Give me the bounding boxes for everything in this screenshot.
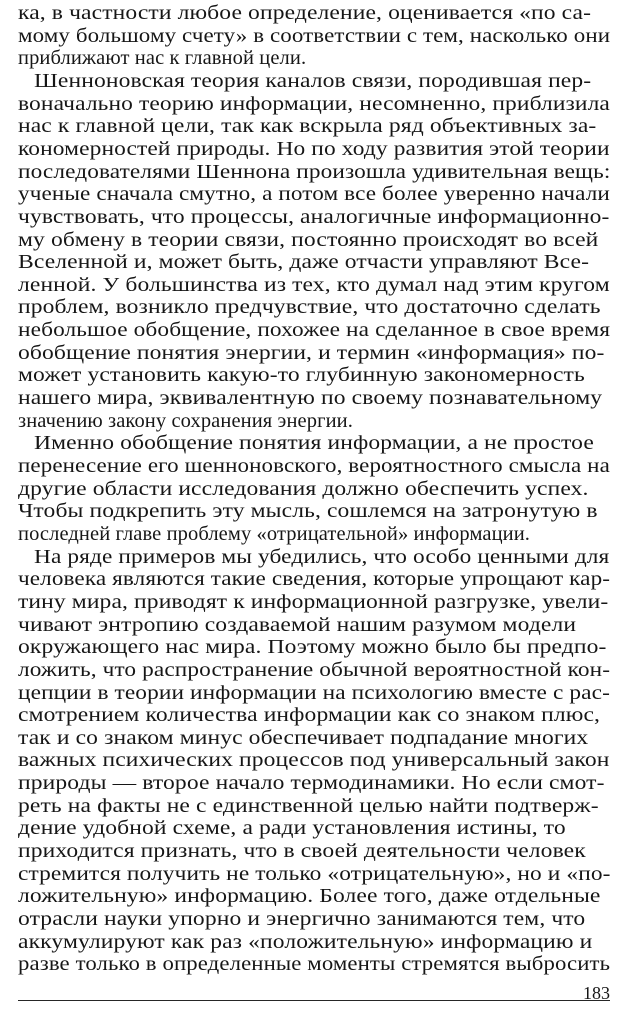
text-line: реть на факты не с единственной целью найти подтверж-: [18, 794, 599, 817]
page-number: 183: [583, 983, 610, 1003]
text-line: Чтобы подкрепить эту мысль, сошлемся на затронутую в: [18, 500, 598, 523]
book-page: [18, 0, 610, 1024]
text-line: нас к главной цели, так как вскрыла ряд объективных за-: [18, 115, 597, 138]
text-line: важных психических процессов под универсальный закон: [18, 749, 610, 772]
text-line: смотрением количества информации как со знаком плюс,: [18, 704, 601, 727]
text-line: обобщение понятия энергии, и термин «информация» по-: [18, 341, 605, 364]
text-line: последней главе проблему «отрицательной» информации.: [18, 522, 531, 545]
text-line: проблем, возникло предчувствие, что достаточно сделать: [18, 296, 601, 319]
text-line: ложить, что распространение обычной вероятностной кон-: [18, 658, 611, 681]
text-line: ленной. У большинства из тех, кто думал над этим кругом: [18, 273, 610, 296]
text-line: небольшое обобщение, похожее на сделанное в свое время: [18, 319, 611, 342]
text-line: Именно обобщение понятия информации, а не простое: [34, 432, 594, 455]
text-line: воначально теорию информации, несомненно, приблизила: [18, 92, 610, 115]
text-line: разве только в определенные моменты стремятся выбросить: [18, 953, 611, 976]
text-line: окружающего нас мира. Поэтому можно было бы предпо-: [18, 636, 607, 659]
text-line: кономерностей природы. Но по ходу развития этой теории: [18, 137, 610, 160]
text-line: ка, в частности любое определение, оценивается «по са-: [18, 2, 592, 24]
footer-rule: [18, 1000, 610, 1001]
text-line: ложительную» информацию. Более того, даже отдельные: [18, 885, 601, 908]
text-line: значению закону сохранения энергии.: [18, 409, 353, 432]
text-line: цепции в теории информации на психологию вместе с рас-: [18, 681, 610, 704]
text-line: аккумулируют как раз «положительную» информацию и: [18, 930, 593, 953]
text-line: мому большому счету» в соответствии с тем, насколько они: [18, 24, 611, 47]
text-line: так и со знаком минус обеспечивает подпадание многих: [18, 726, 589, 749]
text-line: чивают энтропию создаваемой нашим разумом модели: [18, 613, 577, 636]
text-line: нашего мира, эквивалентную по своему познавательному: [18, 387, 603, 409]
text-line: чувствовать, что процессы, аналогичные информационно-: [18, 205, 610, 228]
text-line: последователями Шеннона произошла удивительная вещь:: [18, 160, 611, 183]
text-line: другие области исследования должно обеспечить успех.: [18, 477, 589, 500]
text-line: Вселенной и, может быть, даже отчасти управляют Все-: [18, 251, 590, 274]
text-line: Шенноновская теория каналов связи, породившая пер-: [34, 69, 592, 92]
text-line: человека являются такие сведения, которые упрощают кар-: [18, 568, 611, 591]
text-line: отрасли науки упорно и энергично занимаются тем, что: [18, 908, 586, 930]
text-line: му обмену в теории связи, постоянно происходят во всей: [18, 228, 599, 251]
text-line: приближают нас к главной цели.: [18, 47, 307, 70]
text-line: тину мира, приводят к информационной разгрузке, увели-: [18, 590, 609, 613]
text-line: стремится получить не только «отрицательную», но и «по-: [18, 862, 611, 885]
text-line: может установить какую-то глубинную закономерность: [18, 364, 585, 387]
text-line: природы — второе начало термодинамики. Но если смот-: [18, 772, 605, 795]
text-line: перенесение его шенноновского, вероятностного смысла на: [18, 455, 610, 477]
text-line: дение удобной схеме, а ради установления истины, то: [18, 817, 566, 840]
text-line: На ряде примеров мы убедились, что особо ценными для: [34, 545, 610, 568]
text-line: ученые сначала смутно, а потом все более уверенно начали: [18, 183, 610, 206]
text-line: приходится признать, что в своей деятельности человек: [18, 840, 586, 862]
